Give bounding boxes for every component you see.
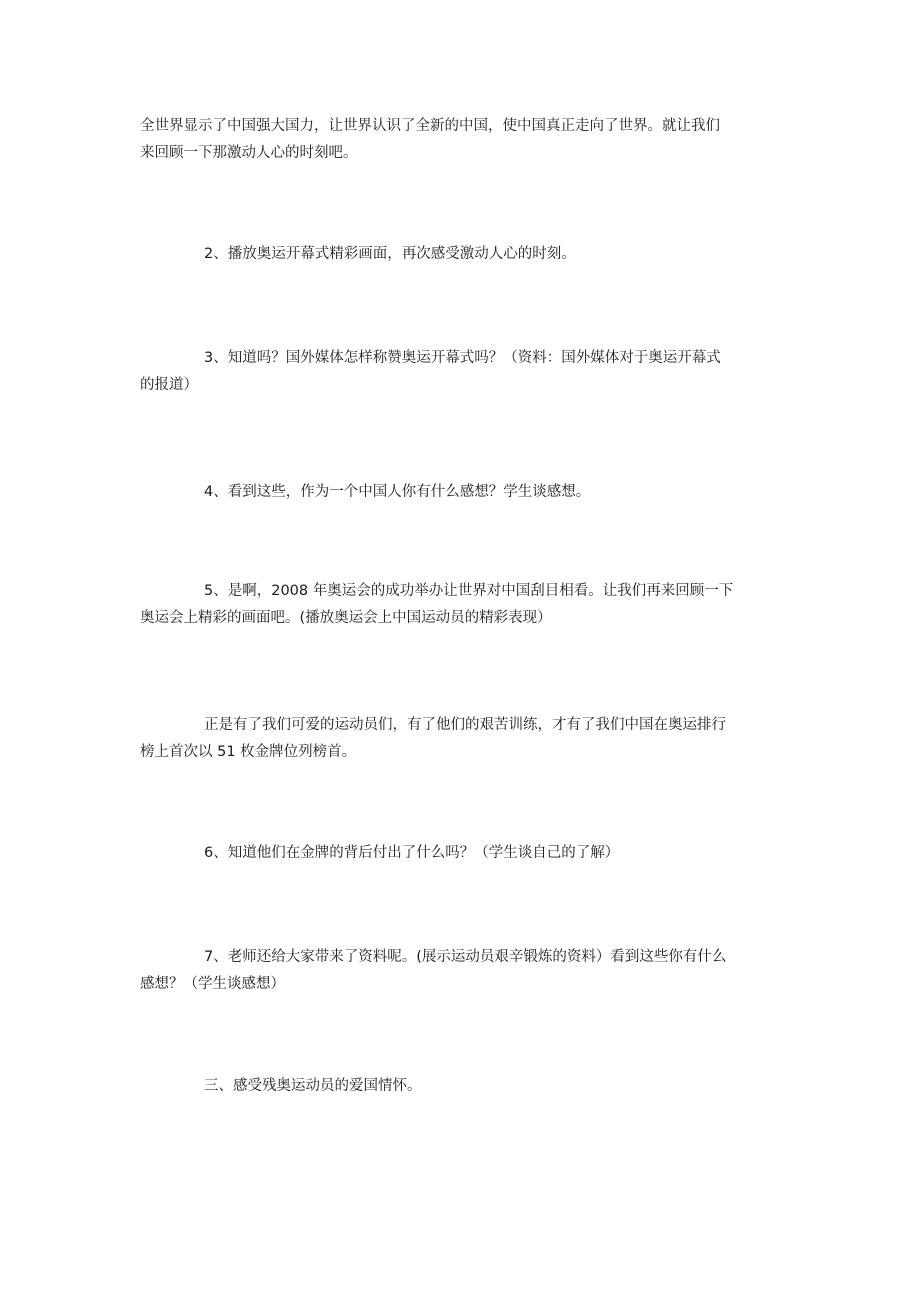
paragraph-line: 三、感受残奥运动员的爱国情怀。 [204,1078,422,1094]
step-3-paragraph [140,345,785,399]
paragraph-line: 2、播放奥运开幕式精彩画面，再次感受激动人心的时刻。 [204,246,576,262]
paragraph-line: 6、知道他们在金牌的背后付出了什么吗？（学生谈自己的了解） [204,845,620,861]
paragraph-line: 来回顾一下那激动人心的时刻吧。 [140,145,358,161]
step-5-paragraph [140,578,785,632]
step-2-paragraph [140,241,785,268]
step-4-paragraph [140,479,785,506]
paragraph-line: 的报道） [140,377,198,393]
paragraph-line: 4、看到这些，作为一个中国人你有什么感想？学生谈感想。 [204,484,591,500]
step-6-paragraph [140,840,785,867]
athletes-paragraph [140,712,785,766]
paragraph-line: 7、老师还给大家带来了资料呢。(展示运动员艰辛锻炼的资料）看到这些你有什么 [204,949,727,965]
intro-paragraph [140,113,785,167]
section-3-heading [140,1073,785,1100]
step-7-paragraph [140,944,785,998]
paragraph-line: 奥运会上精彩的画面吧。(播放奥运会上中国运动员的精彩表现） [140,610,552,626]
paragraph-line: 正是有了我们可爱的运动员们，有了他们的艰苦训练，才有了我们中国在奥运排行 [204,717,726,733]
paragraph-line: 全世界显示了中国强大国力，让世界认识了全新的中国，使中国真正走向了世界。就让我们 [140,118,720,134]
paragraph-line: 3、知道吗？国外媒体怎样称赞奥运开幕式吗？（资料：国外媒体对于奥运开幕式 [204,350,721,366]
paragraph-line: 感想？（学生谈感想） [140,976,285,992]
paragraph-line: 5、是啊，2008 年奥运会的成功举办让世界对中国刮目相看。让我们再来回顾一下 [204,583,734,599]
paragraph-line: 榜上首次以 51 枚金牌位列榜首。 [140,744,357,760]
